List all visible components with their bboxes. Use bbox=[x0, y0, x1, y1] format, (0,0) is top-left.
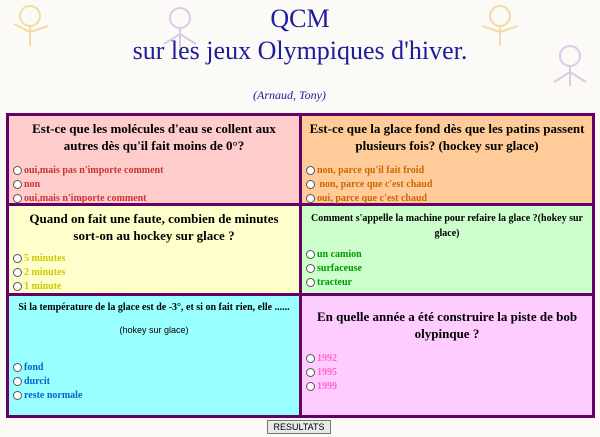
question-cell-2 bbox=[301, 115, 594, 205]
answer-option[interactable]: un camion bbox=[306, 247, 362, 261]
radio-button[interactable] bbox=[306, 368, 315, 377]
answer-option[interactable]: 1999 bbox=[306, 379, 337, 393]
quiz-table bbox=[6, 113, 595, 418]
question-text: Quand on fait une faute, combien de minutes sort-on au hockey sur glace ? bbox=[29, 211, 279, 243]
answer-option[interactable]: 5 minutes bbox=[13, 251, 65, 265]
radio-button[interactable] bbox=[306, 278, 315, 287]
radio-button[interactable] bbox=[306, 194, 315, 203]
radio-button[interactable] bbox=[13, 282, 22, 291]
answer-option[interactable]: 2 minutes bbox=[13, 265, 65, 279]
page-title: QCM bbox=[270, 4, 330, 33]
answer-option[interactable]: tracteur bbox=[306, 275, 362, 289]
answer-option[interactable]: 1 minute bbox=[13, 279, 65, 293]
question-text: Si la température de la glace est de -3°, et si on fait rien, elle ...... bbox=[18, 302, 290, 313]
answer-option[interactable]: fond bbox=[13, 360, 82, 374]
radio-button[interactable] bbox=[306, 180, 315, 189]
answer-option[interactable]: 1995 bbox=[306, 365, 337, 379]
page-subtitle: sur les jeux Olympiques d'hiver. bbox=[132, 36, 468, 65]
radio-button[interactable] bbox=[13, 363, 22, 372]
answer-option[interactable]: surfaceuse bbox=[306, 261, 362, 275]
radio-button[interactable] bbox=[13, 166, 22, 175]
question-subtext: (hokey sur glace) bbox=[119, 325, 189, 335]
radio-button[interactable] bbox=[306, 166, 315, 175]
question-text: Est-ce que les molécules d'eau se collent aux autres dès qu'il fait moins de 0°? bbox=[32, 121, 276, 153]
question-text: Est-ce que la glace fond dès que les patins passent plusieurs fois? (hockey sur glace) bbox=[309, 121, 585, 153]
radio-button[interactable] bbox=[13, 180, 22, 189]
answer-option[interactable]: 1992 bbox=[306, 351, 337, 365]
radio-button[interactable] bbox=[13, 254, 22, 263]
radio-button[interactable] bbox=[13, 391, 22, 400]
question-cell-1 bbox=[8, 115, 301, 205]
radio-button[interactable] bbox=[13, 194, 22, 203]
results-button[interactable]: RESULTATS bbox=[267, 420, 331, 434]
answer-option[interactable]: non bbox=[13, 177, 163, 191]
radio-button[interactable] bbox=[306, 250, 315, 259]
question-cell-3 bbox=[8, 205, 301, 295]
answer-option[interactable]: oui,mais n'importe comment bbox=[13, 191, 163, 205]
radio-button[interactable] bbox=[13, 377, 22, 386]
radio-button[interactable] bbox=[306, 354, 315, 363]
answer-option[interactable]: non, parce que c'est chaud bbox=[306, 177, 432, 191]
answer-option[interactable]: oui, parce que c'est chaud bbox=[306, 191, 432, 205]
answer-option[interactable]: oui,mais pas n'importe comment bbox=[13, 163, 163, 177]
question-cell-5 bbox=[8, 295, 301, 417]
question-cell-4 bbox=[301, 205, 594, 295]
authors: (Arnaud, Tony) bbox=[253, 88, 326, 102]
radio-button[interactable] bbox=[13, 268, 22, 277]
question-cell-6 bbox=[301, 295, 594, 417]
answer-option[interactable]: reste normale bbox=[13, 388, 82, 402]
question-text: En quelle année a été construire la piste de bob olypinque ? bbox=[316, 309, 578, 341]
radio-button[interactable] bbox=[306, 264, 315, 273]
question-text: Comment s'appelle la machine pour refaire la glace ?(hokey sur glace) bbox=[311, 213, 583, 239]
radio-button[interactable] bbox=[306, 382, 315, 391]
answer-option[interactable]: durcit bbox=[13, 374, 82, 388]
answer-option[interactable]: non, parce qu'il fait froid bbox=[306, 163, 432, 177]
